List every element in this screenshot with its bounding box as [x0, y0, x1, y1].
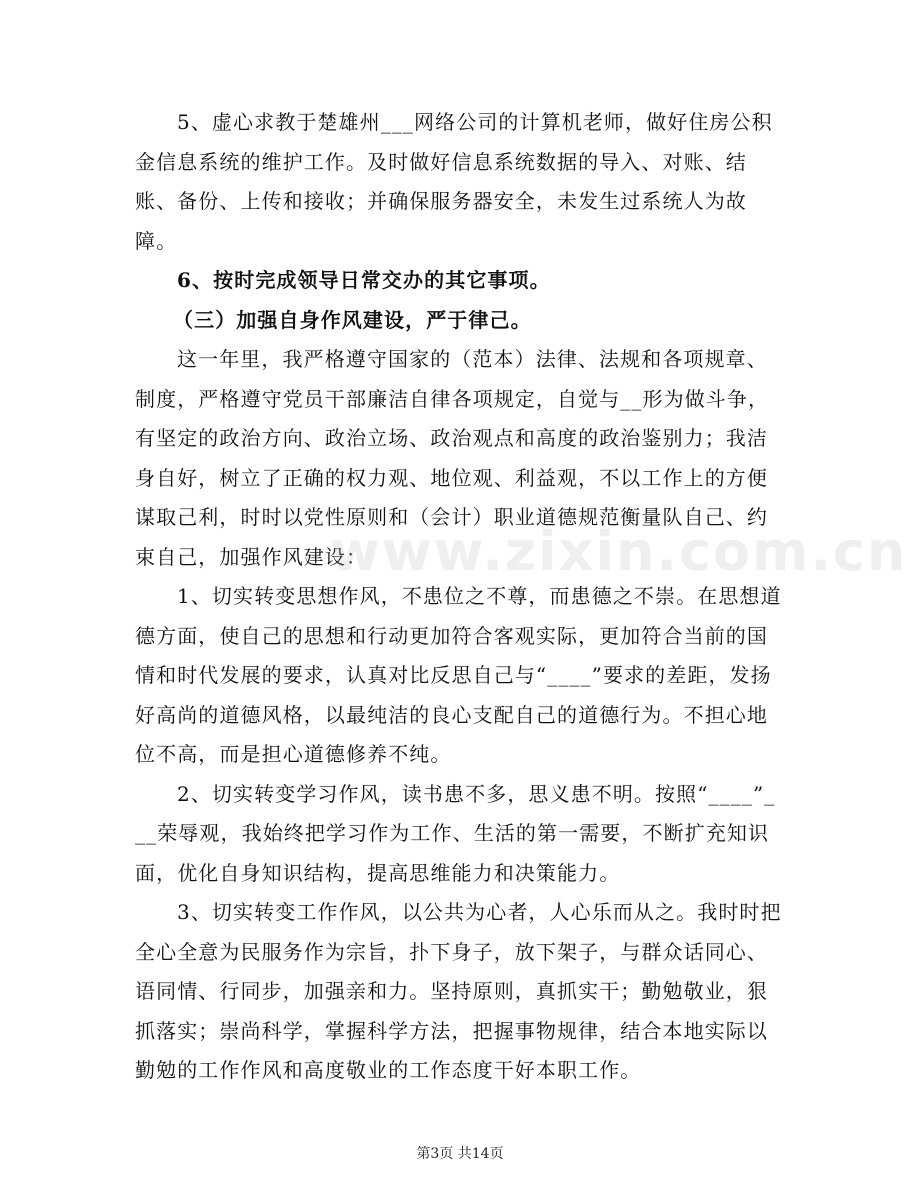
- paragraph-work-style: 3、切实转变工作作风，以公共为心者，人心乐而从之。我时时把全心全意为民服务作为宗旨，扑下身子，放下架子，与群众话同心、语同情、行同步，加强亲和力。坚持原则，真抓实干；勤勉敬业，狠抓落实；崇尚科学，掌握科学方法，把握事物规律，结合本地实际以勤勉的工作作风和高度敬业的工作态度干好本职工作。: [135, 900, 782, 1082]
- page-number-footer: 第3页 共14页: [416, 1146, 504, 1162]
- watermark: www.zixin.com.cn: [330, 520, 908, 583]
- paragraph-thought-style: 1、切实转变思想作风，不患位之不尊，而患德之不崇。在思想道德方面，使自己的思想和行动更加符合客观实际，更加符合当前的国情和时代发展的要求，认真对比反思自己与“____”要求的差距，发扬好高尚的道德风格，以最纯洁的良心支配自己的道德行为。不担心地位不高，而是担心道德修养不纯。: [135, 584, 782, 766]
- section-heading-3: （三）加强自身作风建设，严于律己。: [173, 307, 532, 332]
- document-body: [135, 103, 785, 1091]
- paragraph-item-5: 5、虚心求教于楚雄州___网络公司的计算机老师，做好住房公积金信息系统的维护工作。及时做好信息系统数据的导入、对账、结账、备份、上传和接收；并确保服务器安全，未发生过系统人为故障。: [135, 110, 773, 253]
- paragraph-item-6: 6、按时完成领导日常交办的其它事项。: [177, 268, 551, 292]
- paragraph-study-style: 2、切实转变学习作风，读书患不多，思义患不明。按照“____”___荣辱观，我始终把学习作为工作、生活的第一需要，不断扩充知识面，优化自身知识结构，提高思维能力和决策能力。: [135, 781, 776, 885]
- paragraph-intro: 这一年里，我严格遵守国家的（范本）法律、法规和各项规章、制度，严格遵守党员干部廉洁自律各项规定，自觉与__形为做斗争，有坚定的政治方向、政治立场、政治观点和高度的政治鉴别力；我洁身自好，树立了正确的权力观、地位观、利益观，不以工作上的方便谋取己利，时时以党性原则和（会计）职业道德规范衡量队自己、约束自己，加强作风建设：: [135, 347, 770, 569]
